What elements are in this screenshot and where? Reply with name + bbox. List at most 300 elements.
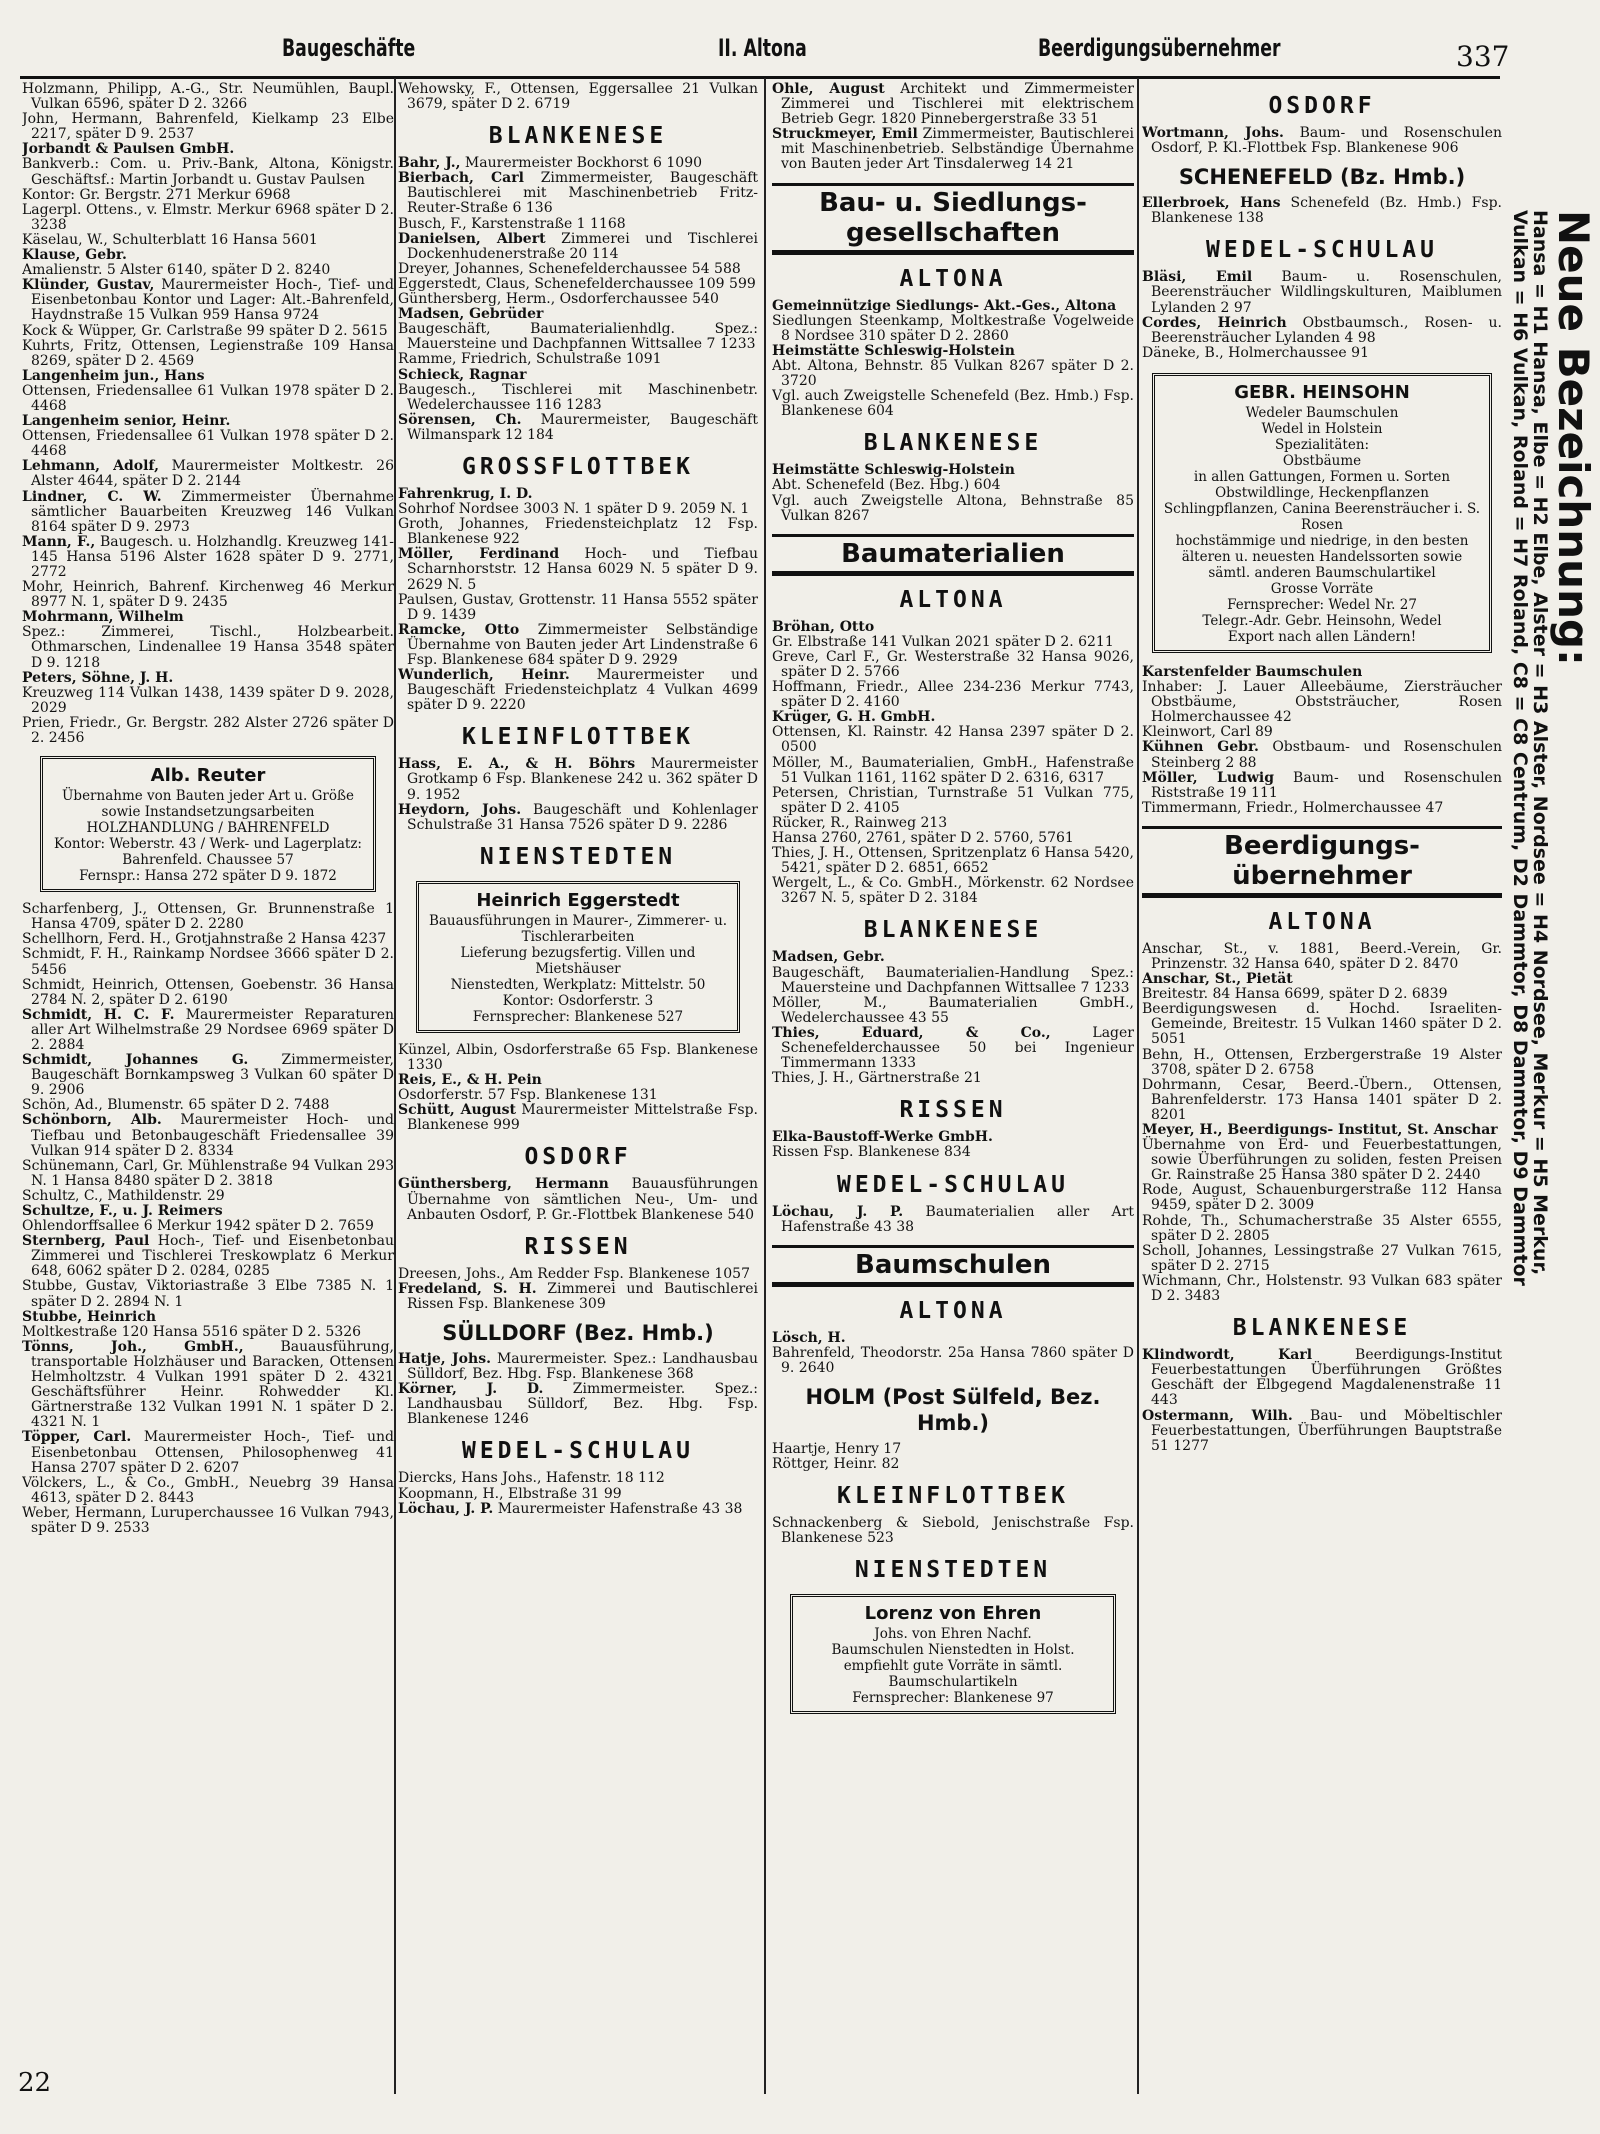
directory-entry — [398, 757, 758, 802]
entry-text: Kontor: Gr. Bergstr. 271 Merkur 6968 — [22, 186, 291, 203]
page-number: 337 — [1456, 40, 1510, 73]
directory-entry — [772, 876, 1134, 906]
vertical-line-1: Hansa = H1 Hansa, Elbe = H2 Elbe, Alster = H3 Alster, Nordsee = H4 Nordsee, Merkur = H5 Merkur, — [1529, 210, 1551, 1276]
entry-text: Groth, Johannes, Friedensteichplatz 12 Fsp. Blankenese 922 — [398, 516, 758, 548]
directory-entry — [1142, 1274, 1502, 1304]
directory-entry — [772, 344, 1134, 359]
directory-entry — [1142, 1183, 1502, 1213]
column-4 — [1142, 82, 1502, 2092]
entry-text: Baugeschäft, Baumaterialienhdlg. Spez.: Mauersteine und Dachpfannen Wittsallee 7 1233 — [398, 321, 758, 353]
directory-entry — [22, 384, 394, 414]
entry-text: Rissen Fsp. Blankenese 834 — [772, 1144, 971, 1161]
advertisement-title: Heinrich Eggerstedt — [476, 889, 680, 911]
entry-name: Sternberg, Paul — [22, 1233, 150, 1250]
section-heading: OSDORF — [1268, 93, 1376, 119]
entry-name: Kühnen Gebr. — [1142, 739, 1259, 756]
entry-text: Spez.: Zimmerei, Tischl., Holzbearbeit. Othmarschen, Lindenallee 19 Hansa 3548 später D 9. 1218 — [22, 624, 394, 671]
entry-name: Bläsi, Emil — [1142, 269, 1253, 286]
entry-text: Mohr, Heinrich, Bahrenf. Kirchenweg 46 Merkur 8977 N. 1, später D 9. 2435 — [22, 579, 394, 611]
directory-entry — [22, 1008, 394, 1053]
column-divider — [1137, 78, 1139, 2094]
advertisement-line: Fernsprecher: Wedel Nr. 27 — [1227, 596, 1417, 613]
directory-entry — [772, 831, 1134, 846]
entry-name: Danielsen, Albert — [398, 230, 546, 247]
directory-entry — [22, 1325, 394, 1340]
entry-text: Ottensen, Friedensallee 61 Vulkan 1978 später D 2. 4468 — [22, 428, 394, 460]
entry-text: Beerdigungswesen d. Hochd. Israeliten-Gemeinde, Breitestr. 15 Vulkan 1460 später D 2. 5051 — [1142, 1001, 1502, 1048]
directory-entry — [398, 277, 758, 292]
directory-entry — [1142, 740, 1502, 770]
advertisement-line: Kontor: Weberstr. 43 / Werk- und Lagerplatz: Bahrenfeld. Chaussee 57 — [54, 836, 362, 869]
directory-entry — [22, 902, 394, 932]
entry-text: Übernahme von Erd- und Feuerbestattungen, sowie Überführungen zu soliden, festen Preisen Gr. Rainstraße 25 Hansa 380 später D 2. 2440 — [1142, 1137, 1502, 1184]
entry-name: Wunderlich, Heinr. — [398, 667, 570, 684]
entry-text: Baugesch. u. Holzhandlg. Kreuzweg 141-145 Hansa 5196 Alster 1628 später D 9. 2771, 2772 — [31, 533, 394, 580]
section-heading: NIENSTEDTEN — [479, 843, 677, 870]
entry-name: Fredeland, S. H. — [398, 1280, 537, 1297]
entry-text: Wichmann, Chr., Holstenstr. 93 Vulkan 683 später D 2. 3483 — [1142, 1272, 1502, 1305]
directory-entry — [22, 978, 394, 1008]
directory-entry — [772, 966, 1134, 996]
entry-text: Baum- u. Rosenschulen, Beerensträucher Wildlingskulturen, Maiblumen Lylanden 2 97 — [1151, 269, 1502, 316]
directory-entry — [772, 680, 1134, 710]
directory-entry — [772, 127, 1134, 172]
directory-entry — [1142, 972, 1502, 987]
vertical-title: Neue Bezeichnung: — [1549, 210, 1598, 666]
entry-text: Maurermeister Hoch-, Tief- und Eisenbetonbau Ottensen, Philosophenweg 41 Hansa 2707 später D 2. 6207 — [31, 1429, 394, 1476]
directory-entry — [1142, 1409, 1502, 1454]
directory-entry — [772, 816, 1134, 831]
directory-entry — [398, 502, 758, 517]
entry-name: Bahr, J., — [398, 155, 461, 172]
section-heading: KLEINFLOTTBEK — [836, 1483, 1069, 1510]
directory-entry — [772, 1457, 1134, 1472]
section-heading: KLEINFLOTTBEK — [461, 724, 694, 751]
directory-entry — [22, 278, 394, 323]
entry-text: Paulsen, Gustav, Grottenstr. 11 Hansa 5552 später D 9. 1439 — [398, 591, 758, 623]
entry-text: Schenefeld (Bz. Hmb.) Fsp. Blankenese 138 — [1151, 195, 1502, 227]
entry-name: Hatje, Johs. — [398, 1350, 491, 1367]
entry-text: Vgl. auch Zweigstelle Altona, Behnstraße 85 Vulkan 8267 — [772, 492, 1134, 524]
section-heading: ALTONA — [1268, 908, 1376, 935]
directory-entry — [1142, 1002, 1502, 1047]
entry-text: Baugeschäft, Baumaterialien-Handlung Spez.: Mauersteine und Dachpfannen Wittsallee 7 1233 — [772, 964, 1134, 996]
entry-name: Heimstätte Schleswig-Holstein — [772, 462, 1015, 479]
advertisement-title: GEBR. HEINSOHN — [1234, 381, 1410, 403]
directory-entry — [1142, 725, 1502, 740]
entry-name: Löchau, J. P. — [398, 1500, 494, 1517]
directory-entry — [1142, 1214, 1502, 1244]
directory-entry — [22, 716, 394, 746]
entry-name: Schultze, F., u. J. Reimers — [22, 1203, 223, 1219]
directory-entry — [22, 535, 394, 580]
entry-text: Zimmerei und Tischlerei Dockenhudenerstraße 20 114 — [407, 230, 758, 262]
advertisement-line: Wedel in Holstein — [1261, 420, 1383, 437]
directory-entry — [398, 1073, 758, 1088]
entry-name: Jorbandt & Paulsen GmbH. — [22, 141, 235, 158]
entry-text: Moltkestraße 120 Hansa 5516 später D 2. 5326 — [22, 1323, 362, 1340]
entry-text: Bankverb.: Com. u. Priv.-Bank, Altona, Königstr. Geschäftsf.: Martin Jorbandt u. Gustav Paulsen — [22, 156, 394, 188]
directory-entry — [22, 1189, 394, 1204]
entry-text: Petersen, Christian, Turnstraße 51 Vulkan 775, später D 2. 4105 — [772, 784, 1134, 816]
entry-text: Baumaterialien aller Art Hafenstraße 43 38 — [781, 1203, 1134, 1235]
directory-entry — [22, 580, 394, 610]
entry-text: Beerdigungs-Institut Feuerbestattungen Überführungen Größtes Geschäft der Elbgegend Magdalenenstraße 11 443 — [1151, 1347, 1502, 1409]
directory-entry — [22, 947, 394, 977]
section-heading: NIENSTEDTEN — [854, 1557, 1052, 1584]
directory-entry — [772, 1130, 1134, 1145]
entry-name: Klause, Gebr. — [22, 247, 127, 264]
entry-name: Heimstätte Schleswig-Holstein — [772, 342, 1015, 359]
entry-text: Maurermeister Hoch-, Tief- und Eisenbetonbau Kontor und Lager: Alt.-Bahrenfeld, Haydnstraße 15 Vulkan 959 Hansa 9724 — [31, 277, 394, 324]
entry-text: Vgl. auch Zweigstelle Schenefeld (Bez. Hmb.) Fsp. Blankenese 604 — [772, 388, 1134, 420]
entry-text: Maurermeister Hafenstraße 43 38 — [493, 1500, 743, 1517]
advertisement-line: Export nach allen Ländern! — [1227, 628, 1417, 645]
directory-entry — [398, 668, 758, 713]
directory-entry — [1142, 346, 1502, 361]
entry-text: Schnackenberg & Siebold, Jenischstraße Fsp. Blankenese 523 — [772, 1515, 1134, 1547]
directory-entry — [22, 1159, 394, 1189]
directory-entry — [22, 233, 394, 248]
directory-entry — [22, 203, 394, 233]
directory-entry — [398, 262, 758, 277]
entry-text: Obstbaum- und Rosenschulen Steinberg 2 88 — [1151, 739, 1502, 771]
vertical-note — [1510, 210, 1596, 2080]
header-left: Baugeschäfte — [282, 34, 416, 62]
entry-text: Obstbaumsch., Rosen- u. Beerensträucher Lylanden 4 98 — [1151, 314, 1502, 346]
entry-name: Klindwordt, Karl — [1142, 1347, 1313, 1364]
entry-name: Struckmeyer, Emil — [772, 126, 918, 143]
entry-name: Anschar, St., Pietät — [1142, 971, 1293, 988]
directory-entry — [22, 1279, 394, 1309]
directory-entry — [772, 786, 1134, 816]
entry-text: Scharfenberg, J., Ottensen, Gr. Brunnenstraße 1 Hansa 4709, später D 2. 2280 — [22, 901, 394, 933]
entry-text: Baum- und Rosenschulen Osdorf, P. Kl.-Flottbek Fsp. Blankenese 906 — [1151, 125, 1502, 157]
entry-text: Schellhorn, Ferd. H., Grotjahnstraße 2 Hansa 4237 — [22, 931, 387, 948]
entry-name: Stubbe, Heinrich — [22, 1308, 157, 1325]
directory-entry — [772, 635, 1134, 650]
entry-text: Ottensen, Friedensallee 61 Vulkan 1978 später D 2. 4468 — [22, 382, 394, 414]
entry-text: Hansa 2760, 2761, später D 2. 5760, 5761 — [772, 830, 1074, 846]
directory-entry — [1142, 1123, 1502, 1138]
directory-entry — [398, 1177, 758, 1222]
advertisement-line: Fernsprecher: Blankenese 527 — [472, 1008, 684, 1025]
entry-text: Ramme, Friedrich, Schulstraße 1091 — [398, 351, 662, 368]
directory-entry — [1142, 270, 1502, 315]
category-heading: Bau- u. Siedlungs- gesellschaften — [772, 183, 1134, 255]
advertisement-line: Grosse Vorräte — [1270, 580, 1374, 597]
section-heading: GROSSFLOTTBEK — [461, 453, 694, 480]
directory-entry — [22, 1219, 394, 1234]
directory-entry — [22, 414, 394, 429]
directory-entry — [1142, 1078, 1502, 1123]
entry-name: Langenheim jun., Hans — [22, 367, 205, 384]
directory-entry — [398, 547, 758, 592]
entry-text: Zimmerei und Bautischlerei Rissen Fsp. Blankenese 309 — [407, 1280, 758, 1312]
entry-text: Haartje, Henry 17 — [772, 1440, 902, 1457]
directory-entry — [398, 232, 758, 262]
entry-text: Käselau, W., Schulterblatt 16 Hansa 5601 — [22, 231, 318, 248]
entry-name: Schieck, Ragnar — [398, 366, 527, 383]
entry-text: Sohrhof Nordsee 3003 N. 1 später D 9. 2059 N. 1 — [398, 501, 750, 518]
directory-entry — [22, 1476, 394, 1506]
entry-text: Schön, Ad., Blumenstr. 65 später D 2. 7488 — [22, 1097, 330, 1114]
directory-entry — [398, 1282, 758, 1312]
entry-text: Koopmann, H., Elbstraße 31 99 — [398, 1485, 622, 1502]
section-heading: ALTONA — [899, 1297, 1007, 1324]
directory-entry — [1142, 801, 1502, 816]
directory-entry — [1142, 942, 1502, 972]
directory-entry — [1142, 1348, 1502, 1408]
directory-entry — [22, 324, 394, 339]
entry-text: Kreuzweg 114 Vulkan 1438, 1439 später D 9. 2028, 2029 — [22, 684, 394, 716]
directory-entry — [1142, 771, 1502, 801]
section-heading: WEDEL-SCHULAU — [461, 1438, 694, 1465]
section-heading: WEDEL-SCHULAU — [1205, 237, 1438, 264]
column-divider — [394, 78, 396, 2094]
directory-entry — [772, 1331, 1134, 1346]
directory-entry — [22, 1053, 394, 1098]
entry-text: Diercks, Hans Johs., Hafenstr. 18 112 — [398, 1470, 665, 1487]
directory-entry — [22, 671, 394, 686]
entry-name: Thies, Eduard, & Co., — [772, 1024, 1051, 1041]
advertisement-line: Kontor: Osdorferstr. 3 — [502, 992, 654, 1009]
entry-text: Zimmermeister Selbständige Übernahme von Bauten jeder Art Lindenstraße 6 Fsp. Blankenese 684 später D 9. 2929 — [407, 621, 758, 668]
directory-entry — [22, 263, 394, 278]
category-heading: Beerdigungs- übernehmer — [1142, 826, 1502, 898]
entry-text: Baugesch., Tischlerei mit Maschinenbetr. Wedelerchaussee 116 1283 — [398, 381, 758, 413]
section-heading: RISSEN — [899, 1097, 1007, 1124]
directory-entry — [398, 217, 758, 232]
directory-entry — [398, 413, 758, 443]
entry-text: Maurermeister Mittelstraße Fsp. Blankenese 999 — [407, 1102, 758, 1134]
directory-entry — [22, 82, 394, 112]
entry-name: Ellerbroek, Hans — [1142, 195, 1281, 212]
entry-text: Timmermann, Friedr., Holmerchaussee 47 — [1142, 799, 1444, 816]
entry-text: Prien, Friedr., Gr. Bergstr. 282 Alster 2726 später D 2. 2456 — [22, 714, 394, 747]
directory-entry — [772, 314, 1134, 344]
entry-text: Möller, M., Baumaterialien, GmbH., Hafenstraße 51 Vulkan 1161, 1162 später D 2. 6316, 6317 — [772, 754, 1134, 786]
directory-entry — [398, 171, 758, 216]
entry-name: Fahrenkrug, I. D. — [398, 485, 533, 502]
entry-name: Ohle, August — [772, 82, 885, 97]
entry-text: Bahrenfeld, Theodorstr. 25a Hansa 7860 später D 9. 2640 — [772, 1344, 1134, 1376]
entry-name: Schmidt, Johannes G. — [22, 1052, 249, 1069]
directory-entry — [398, 383, 758, 413]
entry-text: Amalienstr. 5 Alster 6140, später D 2. 8240 — [22, 262, 331, 279]
entry-text: Röttger, Heinr. 82 — [772, 1456, 900, 1473]
entry-text: Künzel, Albin, Osdorferstraße 65 Fsp. Blankenese 1330 — [398, 1041, 758, 1073]
entry-text: Osdorferstr. 57 Fsp. Blankenese 131 — [398, 1087, 658, 1104]
directory-entry — [772, 1026, 1134, 1071]
section-heading: ALTONA — [899, 586, 1007, 613]
entry-text: Maurermeister Bockhorst 6 1090 — [460, 155, 703, 172]
advertisement-line: Bauausführungen in Maurer-, Zimmerer- u. Tischlerarbeiten — [428, 912, 728, 945]
entry-name: Lindner, C. W. — [22, 488, 162, 505]
entry-text: Lagerpl. Ottens., v. Elmstr. Merkur 6968 später D 2. 3238 — [22, 201, 394, 233]
directory-entry — [1142, 665, 1502, 680]
directory-entry — [772, 1516, 1134, 1546]
directory-entry — [22, 112, 394, 142]
directory-entry — [22, 157, 394, 187]
entry-text: Inhaber: J. Lauer Alleebäume, Ziersträucher Obstbäume, Obststräucher, Rosen Holmerchaussee 42 — [1142, 679, 1502, 726]
entry-name: Töpper, Carl. — [22, 1429, 132, 1446]
directory-entry — [22, 142, 394, 157]
entry-text: Maurermeister Moltkestr. 26 Alster 4644, später D 2. 2144 — [31, 458, 394, 490]
entry-text: Lager Schenefelderchaussee 50 bei Ingenieur Timmermann 1333 — [781, 1024, 1134, 1072]
entry-text: Siedlungen Steenkamp, Moltkestraße Vogelweide 8 Nordsee 310 später D 2. 2860 — [772, 312, 1134, 344]
directory-entry — [22, 1340, 394, 1431]
entry-name: Schütt, August — [398, 1102, 516, 1119]
advertisement-line: Wedeler Baumschulen — [1245, 404, 1399, 421]
directory-entry — [22, 686, 394, 716]
entry-text: Rohde, Th., Schumacherstraße 35 Alster 6555, später D 2. 2805 — [1142, 1212, 1502, 1244]
entry-text: Hoffmann, Friedr., Allee 234-236 Merkur 7743, später D 2. 4160 — [772, 679, 1134, 711]
directory-entry — [398, 82, 758, 112]
section-heading: RISSEN — [524, 1233, 632, 1260]
advertisement-line: hochstämmige und niedrige, in den besten älteren u. neuesten Handelssorten sowie sämtl. anderen Baumschulartikel — [1175, 532, 1469, 581]
entry-name: Madsen, Gebr. — [772, 949, 885, 966]
entry-name: Möller, Ferdinand — [398, 546, 560, 563]
entry-text: Schünemann, Carl, Gr. Mühlenstraße 94 Vulkan 293 N. 1 Hansa 8480 später D 2. 3818 — [22, 1157, 394, 1189]
header-center: II. Altona — [718, 34, 807, 62]
directory-entry — [22, 490, 394, 535]
entry-name: Hass, E. A., & H. Böhrs — [398, 756, 636, 773]
entry-name: Günthersberg, Hermann — [398, 1176, 609, 1193]
column-1 — [22, 82, 394, 2092]
directory-entry — [22, 459, 394, 489]
entry-text: Zimmermeister, Baugeschäft Bornkampsweg 3 Vulkan 60 später D 9. 2906 — [31, 1052, 394, 1099]
category-heading: Baumschulen — [772, 1245, 1134, 1287]
entry-text: Eggerstedt, Claus, Schenefelderchaussee 109 599 — [398, 275, 756, 292]
advertisement-box — [1152, 373, 1492, 653]
directory-entry — [772, 359, 1134, 389]
directory-entry — [398, 1088, 758, 1103]
directory-entry — [22, 248, 394, 263]
column-divider — [764, 78, 766, 2094]
entry-name: Madsen, Gebrüder — [398, 306, 544, 323]
directory-entry — [772, 725, 1134, 755]
advertisement-line: Fernspr.: Hansa 272 später D 9. 1872 — [79, 868, 337, 885]
entry-text: Däneke, B., Holmerchaussee 91 — [1142, 344, 1369, 361]
entry-text: Zimmermeister. Spez.: Landhausbau Sülldorf, Bez. Hbg. Fsp. Blankenese 1246 — [407, 1381, 758, 1428]
entry-text: Hoch-, Tief- und Eisenbetonbau Zimmerei und Tischlerei Treskowplatz 6 Merkur 648, 6062 später D 2. 0284, 0285 — [31, 1233, 394, 1280]
directory-entry — [1142, 126, 1502, 156]
entry-name: Karstenfelder Baumschulen — [1142, 663, 1363, 680]
header-right: Beerdigungsübernehmer — [1038, 34, 1281, 62]
section-heading: BLANKENESE — [863, 430, 1043, 457]
entry-text: Dreesen, Johs., Am Redder Fsp. Blankenese 1057 — [398, 1265, 750, 1282]
entry-text: Holzmann, Philipp, A.-G., Str. Neumühlen, Baupl. Vulkan 6596, später D 2. 3266 — [22, 82, 394, 113]
entry-name: Möller, Ludwig — [1142, 769, 1275, 786]
directory-entry — [398, 593, 758, 623]
entry-text: Weber, Hermann, Luruperchaussee 16 Vulkan 7943, später D 9. 2533 — [22, 1504, 394, 1536]
directory-entry — [1142, 1138, 1502, 1183]
entry-text: Bauausführung, transportable Holzhäuser und Baracken, Ottensen Helmholtzstr. 4 Vulkan 1991 später D 2. 4321 Geschäftsführer Heinr. Rohwedder Kl. Gärtnerstraße 132 Vulkan 1991 N. 1 später D 2. 4321 N. 1 — [31, 1338, 394, 1431]
directory-entry — [22, 1113, 394, 1158]
entry-text: Dreyer, Johannes, Schenefelderchaussee 54 588 — [398, 260, 741, 277]
entry-text: Maurermeister Grotkamp 6 Fsp. Blankenese 242 u. 362 später D 9. 1952 — [407, 756, 758, 803]
advertisement-box — [40, 756, 376, 892]
directory-entry — [398, 517, 758, 547]
directory-entry — [398, 1267, 758, 1282]
entry-text: Thies, J. H., Ottensen, Spritzenplatz 6 Hansa 5420, 5421, später D 2. 6851, 6652 — [772, 845, 1134, 877]
entry-name: Bierbach, Carl — [398, 170, 524, 187]
entry-text: Schultz, C., Mathildenstr. 29 — [22, 1187, 225, 1204]
entry-text: Maurermeister Reparaturen aller Art Wilhelmstraße 29 Nordsee 6969 später D 2. 2884 — [31, 1006, 394, 1053]
section-heading: SÜLLDORF (Bez. Hmb.) — [442, 1320, 714, 1345]
advertisement-title: Lorenz von Ehren — [864, 1603, 1042, 1625]
entry-name: Cordes, Heinrich — [1142, 314, 1287, 331]
directory-entry — [772, 1346, 1134, 1376]
directory-entry — [22, 1310, 394, 1325]
directory-entry — [772, 620, 1134, 635]
advertisement-line: Johs. von Ehren Nachf. — [874, 1626, 1032, 1643]
entry-text: Wehowsky, F., Ottensen, Eggersallee 21 Vulkan 3679, später D 2. 6719 — [398, 82, 758, 113]
entry-text: Zimmermeister Übernahme sämtlicher Bauarbeiten Kreuzweg 146 Vulkan 8164 später D 9. 2973 — [31, 488, 394, 535]
entry-name: Langenheim senior, Heinr. — [22, 413, 231, 430]
header-rule — [20, 76, 1500, 79]
entry-name: Mann, F., — [22, 533, 96, 550]
entry-name: Sörensen, Ch. — [398, 411, 522, 428]
directory-entry — [22, 339, 394, 369]
entry-text: Abt. Schenefeld (Bez. Hbg.) 604 — [772, 477, 1001, 494]
directory-entry — [772, 389, 1134, 419]
directory-entry — [22, 932, 394, 947]
directory-entry — [772, 950, 1134, 965]
column-3 — [772, 82, 1134, 2092]
entry-text: Stubbe, Gustav, Viktoriastraße 3 Elbe 7385 N. 1 später D 2. 2894 N. 1 — [22, 1278, 394, 1310]
directory-entry — [398, 1382, 758, 1427]
page-header — [0, 0, 1600, 73]
advertisement-line: Übernahme von Bauten jeder Art u. Größe sowie Instandsetzungsarbeiten — [62, 788, 354, 821]
directory-entry — [772, 650, 1134, 680]
entry-text: Scholl, Johannes, Lessingstraße 27 Vulkan 7615, später D 2. 2715 — [1142, 1242, 1502, 1274]
entry-name: Ramcke, Otto — [398, 621, 520, 638]
entry-text: Schmidt, F. H., Rainkamp Nordsee 3666 später D 2. 5456 — [22, 946, 394, 978]
advertisement-line: HOLZHANDLUNG / BAHRENFELD — [86, 820, 330, 837]
entry-text: Schmidt, Heinrich, Ottensen, Goebenstr. 36 Hansa 2784 N. 2, später D 2. 6190 — [22, 976, 394, 1008]
directory-entry — [1142, 987, 1502, 1002]
entry-text: Behn, H., Ottensen, Erzbergerstraße 19 Alster 3708, später D 2. 6758 — [1142, 1046, 1502, 1078]
section-heading: HOLM (Post Sülfeld, Bez. Hmb.) — [805, 1384, 1101, 1435]
entry-text: Rode, August, Schauenburgerstraße 112 Hansa 9459, später D 2. 3009 — [1142, 1182, 1502, 1214]
directory-entry — [22, 369, 394, 384]
entry-text: Ohlendorffsallee 6 Merkur 1942 später D 2. 7659 — [22, 1218, 374, 1235]
directory-entry — [22, 1234, 394, 1279]
directory-entry — [1142, 196, 1502, 226]
section-heading: WEDEL-SCHULAU — [836, 1171, 1069, 1198]
section-heading: OSDORF — [524, 1144, 632, 1171]
directory-entry — [772, 478, 1134, 493]
directory-entry — [22, 1506, 394, 1536]
entry-text: Hoch- und Tiefbau Scharnhorststr. 12 Hansa 6029 N. 5 später D 9. 2629 N. 5 — [407, 546, 758, 593]
directory-entry — [22, 610, 394, 625]
directory-entry — [398, 1103, 758, 1133]
entry-text: Breitestr. 84 Hansa 6699, später D 2. 6839 — [1142, 986, 1448, 1003]
entry-text: Kuhrts, Fritz, Ottensen, Legienstraße 109 Hansa 8269, später D 2. 4569 — [22, 337, 394, 369]
directory-entry — [22, 1430, 394, 1475]
directory-entry — [772, 996, 1134, 1026]
directory-entry — [772, 494, 1134, 524]
entry-text: Rücker, R., Rainweg 213 — [772, 814, 948, 831]
entry-name: Schönborn, Alb. — [22, 1112, 162, 1129]
entry-text: Völckers, L., & Co., GmbH., Neuebrg 39 Hansa 4613, später D 2. 8443 — [22, 1474, 394, 1506]
entry-text: Wergelt, L., & Co. GmbH., Mörkenstr. 62 Nordsee 3267 N. 5, später D 2. 3184 — [772, 875, 1134, 907]
directory-entry — [772, 1071, 1134, 1086]
entry-name: Klünder, Gustav, — [22, 277, 155, 294]
entry-name: Schmidt, H. C. F. — [22, 1006, 175, 1023]
